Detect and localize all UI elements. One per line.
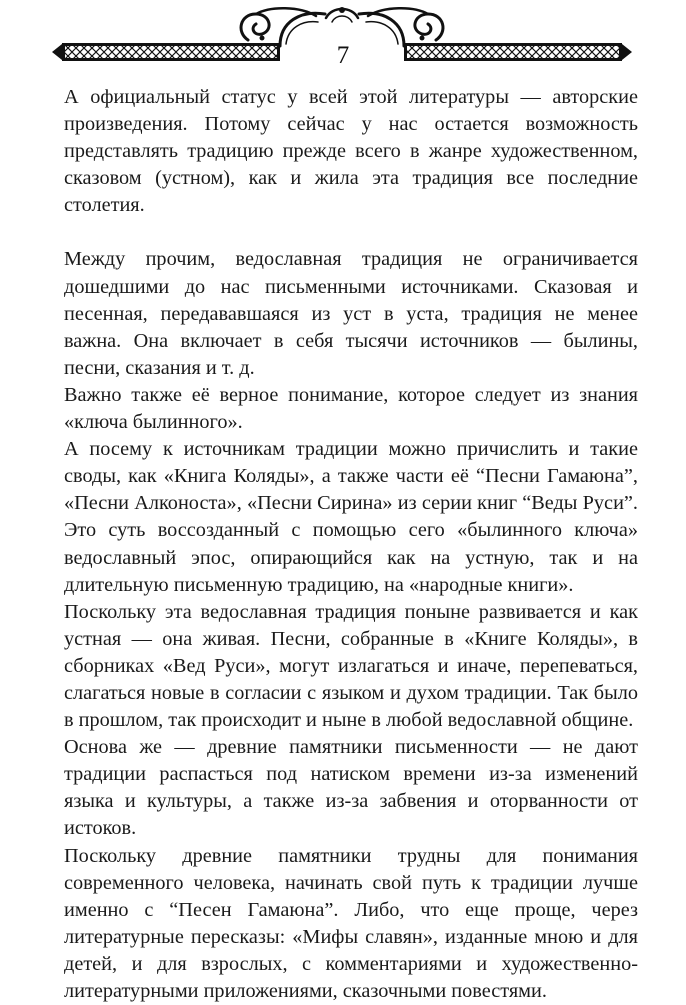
paragraph-1: А официальный статус у всей этой литературы — авторские произведения. Потому сейчас у нас остается возможность представлять традицию прежде всего в жанре художественном, сказовом (устном), как и жила эта традиция все последние столетия. [64,86,638,217]
paragraph-2: Между прочим, ведославная традиция не ограничивается дошедшими до нас письменными источниками. Сказовая и песенная, передававшаяся из уст в уста, традиция не менее важна. Она включает в себя тысячи источников — былины, песни, сказания и т. д. [64,248,638,379]
ornament-arch-icon [241,7,443,46]
ornament-scroll-icon [260,36,425,41]
paragraph-5: Поскольку эта ведославная традиция поныне развивается и как устная — она живая. Песни, собранные в «Книге Коляды», в сборниках «Вед Руси», могут излагаться и иначе, перепеваться, слагаться новые в согласии с языком и духом традиции. Так было в прошлом, так происходит и ныне в любой ведославной общине. [64,600,638,732]
page-number: 7 [336,42,350,69]
page-header [0,0,686,82]
paragraph-7: Поскольку древние памятники трудны для понимания современного человека, начинать свой путь к традиции лучше именно с “Песен Гамаюна”. Либо, что еще проще, через литературные пересказы: «Мифы славян», изданные мною и для детей, и для взрослых, с комментариями и художественно-литературными приложениями, сказочными повестями. [64,844,638,1002]
paragraph-6: Основа же — древние памятники письменности — не дают традиции распасться под натиском времени из-за изменений языка и культуры, а также из-за забвения и оторванности от истоков. [64,736,638,840]
body-text [64,84,638,1005]
paragraph-4: А посему к источникам традиции можно причислить и такие своды, как «Книга Коляды», а также части её “Песни Гамаюна”, «Песни Алконоста», «Песни Сирина» из серии книг “Веды Руси”. Это суть воссозданный с помощью сего «былинного ключа» ведославный эпос, опирающийся как на устную, так и на длительную письменную традицию, на «народные книги». [64,438,638,596]
paragraph-3: Важно также её верное понимание, которое следует из знания «ключа былинного». [64,383,638,434]
